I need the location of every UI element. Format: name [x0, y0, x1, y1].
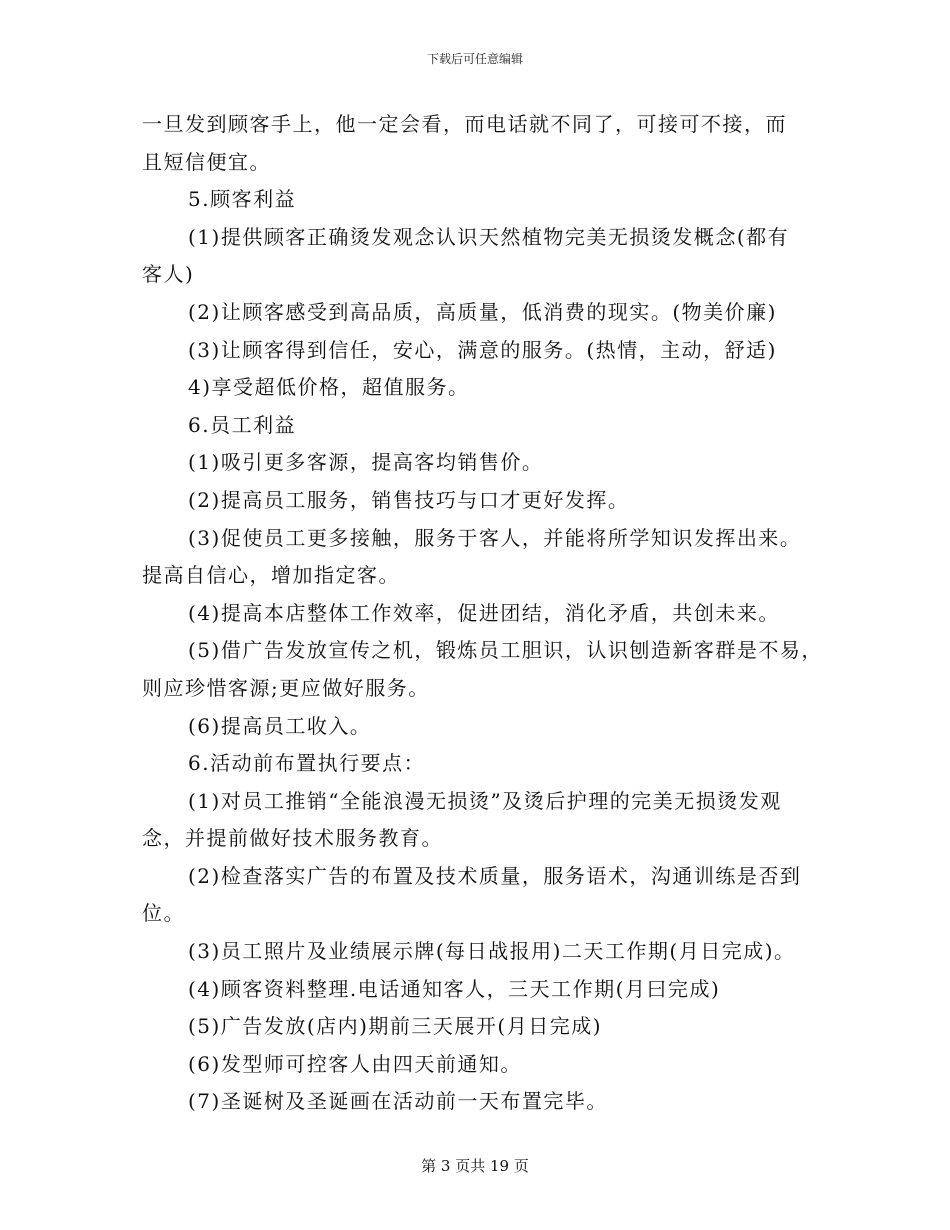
list-item: (4)顾客资料整理.电话通知客人，三天工作期(月曰完成) [188, 976, 721, 1001]
list-item: (4)提高本店整体工作效率，促进团结，消化矛盾，共创未来。 [188, 600, 780, 625]
section-heading-customer-benefits: 5.顾客利益 [188, 187, 297, 212]
list-item: (3)让顾客得到信任，安心，满意的服务。(热情，主动，舒适) [188, 337, 777, 362]
list-item-continuation: 位。 [142, 901, 185, 926]
list-item: (1)吸引更多客源，提高客均销售价。 [188, 450, 544, 475]
section-heading-pre-event-setup: 6.活动前布置执行要点： [188, 751, 426, 776]
list-item: (5)广告发放(店内)期前三天展开(月日完成) [188, 1014, 603, 1039]
list-item: (5)借广告发放宣传之机，锻炼员工胆识，认识刨造新客群是不易， [188, 638, 823, 663]
list-item: (6)提高员工收入。 [188, 713, 372, 738]
page-number: 第 3 页共 19 页 [421, 1157, 529, 1175]
body-line: 一旦发到顾客手上，他一定会看，而电话就不同了，可接可不接，而 [142, 112, 787, 136]
list-item-continuation: 则应珍惜客源;更应做好服务。 [142, 675, 430, 700]
section-heading-employee-benefits: 6.员工利益 [188, 412, 297, 437]
list-item-continuation: 提高自信心，增加指定客。 [142, 563, 400, 588]
list-item-continuation: 念，并提前做好技术服务教育。 [142, 826, 443, 851]
page-header: 下载后可任意编辑 [426, 52, 523, 66]
list-item: (1)对员工推销“全能浪漫无损烫”及烫后护理的完美无损烫发观 [188, 788, 782, 813]
list-item: (1)提供顾客正确烫发观念认识天然植物完美无损烫发概念(都有 [188, 224, 790, 249]
body-line: 且短信便宜。 [142, 149, 271, 174]
list-item-continuation: 客人) [142, 262, 195, 287]
list-item: (7)圣诞树及圣诞画在活动前一天布置完毕。 [188, 1089, 608, 1114]
list-item: (2)检查落实广告的布置及技术质量，服务语术，沟通训练是否到 [188, 863, 802, 888]
list-item: (3)员工照片及业绩展示牌(每日战报用)二天工作期(月日完成)。 [188, 939, 796, 964]
list-item: (3)促使员工更多接触，服务于客人，并能将所学知识发挥出来。 [188, 525, 802, 550]
list-item: (6)发型师可控客人由四天前通知。 [188, 1051, 522, 1076]
list-item: (2)让顾客感受到高品质，高质量，低消费的现实。(物美价廉) [188, 299, 777, 324]
list-item: 4)享受超低价格，超值服务。 [188, 375, 470, 400]
list-item: (2)提高员工服务，销售技巧与口才更好发挥。 [188, 487, 630, 512]
document-body [142, 106, 823, 1121]
